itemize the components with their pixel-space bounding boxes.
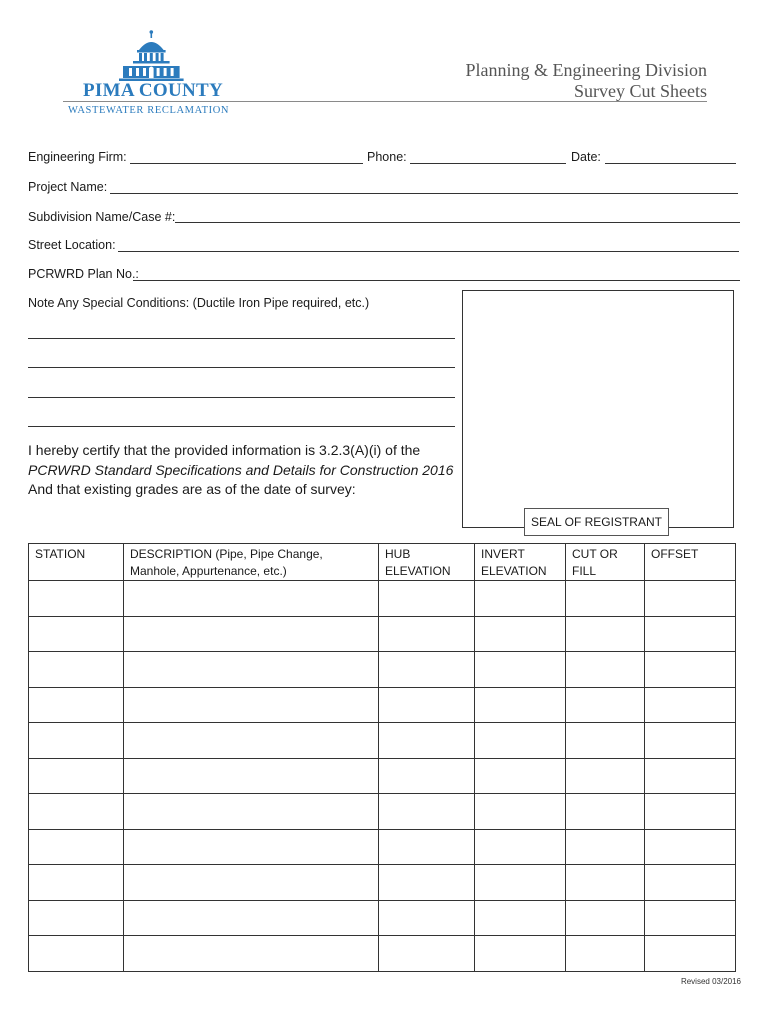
table-cell[interactable] — [645, 616, 736, 652]
table-cell[interactable] — [566, 758, 645, 794]
table-cell[interactable] — [29, 687, 124, 723]
table-row — [29, 829, 736, 865]
table-row — [29, 687, 736, 723]
table-cell[interactable] — [566, 581, 645, 617]
table-cell[interactable] — [29, 723, 124, 759]
table-cell[interactable] — [645, 794, 736, 830]
plan-no-label: PCRWRD Plan No.: — [28, 267, 139, 281]
header-title-block — [466, 60, 707, 102]
table-cell[interactable] — [475, 581, 566, 617]
table-cell[interactable] — [124, 723, 379, 759]
street-location-label: Street Location: — [28, 238, 116, 252]
table-cell[interactable] — [566, 829, 645, 865]
table-cell[interactable] — [29, 829, 124, 865]
seal-box — [462, 290, 734, 528]
table-cell[interactable] — [124, 581, 379, 617]
table-cell[interactable] — [645, 900, 736, 936]
table-cell[interactable] — [645, 865, 736, 901]
table-cell[interactable] — [379, 900, 475, 936]
subdivision-field[interactable] — [175, 222, 740, 223]
certification-line: I hereby certify that the provided information is 3.2.3(A)(i) of the — [28, 442, 421, 458]
subdivision-label: Subdivision Name/Case #: — [28, 210, 176, 224]
revised-date: Revised 03/2016 — [680, 977, 741, 986]
table-cell[interactable] — [475, 794, 566, 830]
table-row — [29, 865, 736, 901]
table-cell[interactable] — [124, 900, 379, 936]
table-row — [29, 794, 736, 830]
table-cell[interactable] — [124, 794, 379, 830]
table-cell[interactable] — [566, 865, 645, 901]
special-conditions-line[interactable] — [28, 367, 455, 368]
certification-line: PCRWRD Standard Specifications and Details for Construction 2016 — [28, 461, 454, 478]
table-cell[interactable] — [124, 758, 379, 794]
special-conditions-line[interactable] — [28, 338, 455, 339]
special-conditions-line[interactable] — [28, 397, 455, 398]
table-header-row — [29, 544, 736, 581]
table-cell[interactable] — [645, 652, 736, 688]
project-name-field[interactable] — [110, 193, 738, 194]
table-cell[interactable] — [379, 758, 475, 794]
table-cell[interactable] — [379, 723, 475, 759]
table-cell[interactable] — [29, 652, 124, 688]
table-cell[interactable] — [475, 758, 566, 794]
table-cell[interactable] — [124, 687, 379, 723]
table-cell[interactable] — [379, 794, 475, 830]
table-cell[interactable] — [475, 829, 566, 865]
column-header-description: DESCRIPTION (Pipe, Pipe Change, Manhole, Appurtenance, etc.) — [124, 544, 379, 581]
table-cell[interactable] — [475, 936, 566, 972]
table-cell[interactable] — [475, 865, 566, 901]
table-row — [29, 581, 736, 617]
engineering-firm-label: Engineering Firm: — [28, 150, 127, 164]
table-cell[interactable] — [475, 652, 566, 688]
survey-cut-table — [28, 543, 736, 972]
plan-no-field[interactable] — [133, 280, 740, 281]
phone-label: Phone: — [367, 150, 407, 164]
column-header-cut-or-fill: CUT OR FILL — [566, 544, 645, 581]
date-label: Date: — [571, 150, 601, 164]
phone-field[interactable] — [410, 163, 566, 164]
logo-org-subtitle: WASTEWATER RECLAMATION — [68, 105, 230, 116]
table-cell[interactable] — [566, 794, 645, 830]
column-header-invert-elevation: INVERT ELEVATION — [475, 544, 566, 581]
seal-label: SEAL OF REGISTRANT — [524, 508, 669, 536]
table-cell[interactable] — [379, 936, 475, 972]
table-cell[interactable] — [124, 616, 379, 652]
table-cell[interactable] — [566, 936, 645, 972]
table-cell[interactable] — [566, 616, 645, 652]
table-row — [29, 723, 736, 759]
table-cell[interactable] — [379, 581, 475, 617]
table-cell[interactable] — [475, 616, 566, 652]
table-row — [29, 616, 736, 652]
table-cell[interactable] — [645, 758, 736, 794]
table-row — [29, 758, 736, 794]
table-cell[interactable] — [29, 865, 124, 901]
logo-org-name: PIMA COUNTY — [83, 80, 223, 101]
certification-line: And that existing grades are as of the date of survey: — [28, 481, 356, 497]
table-cell[interactable] — [645, 829, 736, 865]
project-name-label: Project Name: — [28, 180, 108, 194]
table-cell[interactable] — [29, 758, 124, 794]
table-cell[interactable] — [379, 829, 475, 865]
column-header-station: STATION — [29, 544, 124, 581]
table-cell[interactable] — [645, 581, 736, 617]
special-conditions-line[interactable] — [28, 426, 455, 427]
table-cell[interactable] — [379, 652, 475, 688]
table-row — [29, 652, 736, 688]
table-cell[interactable] — [566, 900, 645, 936]
table-cell[interactable] — [566, 723, 645, 759]
table-cell[interactable] — [124, 829, 379, 865]
table-cell[interactable] — [29, 616, 124, 652]
special-conditions-label: Note Any Special Conditions: (Ductile Iron Pipe required, etc.) — [28, 296, 370, 310]
table-cell[interactable] — [124, 652, 379, 688]
table-cell[interactable] — [29, 936, 124, 972]
table-cell[interactable] — [566, 687, 645, 723]
capitol-dome-icon — [63, 30, 243, 82]
division-name: Planning & Engineering Division — [465, 60, 707, 80]
table-cell[interactable] — [475, 687, 566, 723]
pima-county-logo — [63, 30, 243, 122]
table-cell[interactable] — [29, 900, 124, 936]
table-cell[interactable] — [566, 652, 645, 688]
column-header-offset: OFFSET — [645, 544, 736, 581]
table-cell[interactable] — [124, 936, 379, 972]
certification-statement — [28, 441, 453, 500]
table-row — [29, 900, 736, 936]
table-cell[interactable] — [645, 687, 736, 723]
table-body — [29, 581, 736, 972]
date-field[interactable] — [605, 163, 736, 164]
table-cell[interactable] — [29, 581, 124, 617]
table-row — [29, 936, 736, 972]
table-cell[interactable] — [475, 900, 566, 936]
table-cell[interactable] — [645, 723, 736, 759]
table-cell[interactable] — [475, 723, 566, 759]
column-header-hub-elevation: HUB ELEVATION — [379, 544, 475, 581]
table-cell[interactable] — [29, 794, 124, 830]
table-cell[interactable] — [124, 865, 379, 901]
table-cell[interactable] — [379, 687, 475, 723]
table-cell[interactable] — [379, 616, 475, 652]
engineering-firm-field[interactable] — [130, 163, 363, 164]
document-title: Survey Cut Sheets — [574, 81, 707, 101]
table-cell[interactable] — [379, 865, 475, 901]
street-location-field[interactable] — [118, 251, 739, 252]
table-cell[interactable] — [645, 936, 736, 972]
